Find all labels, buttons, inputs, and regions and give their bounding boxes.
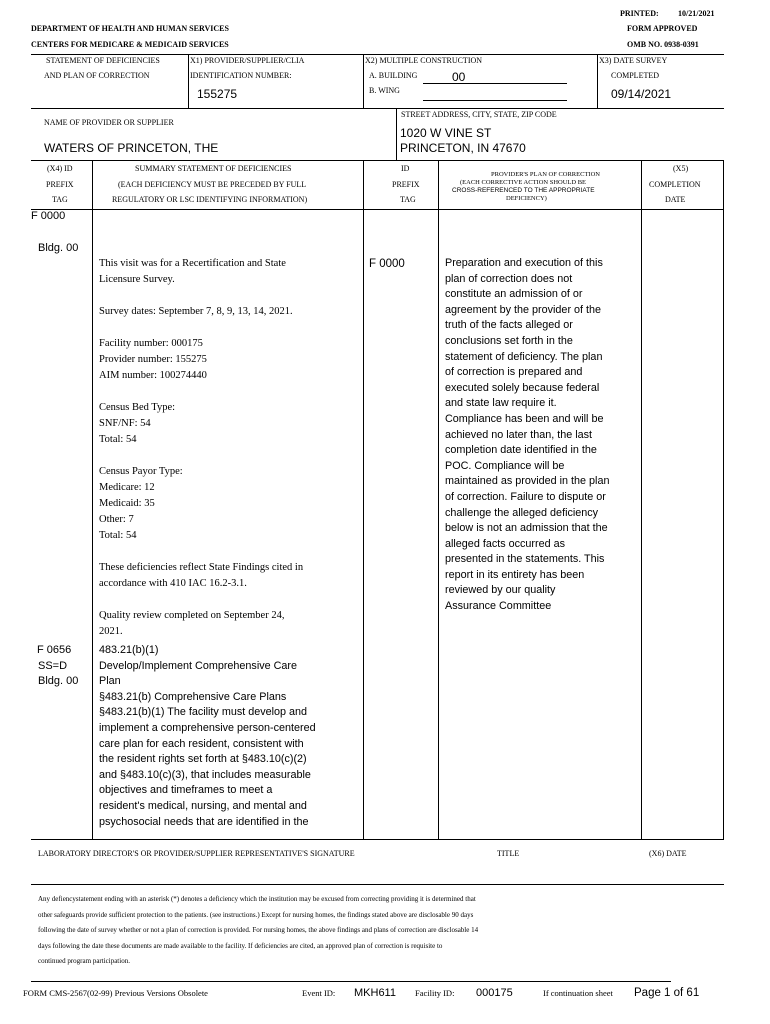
plan-line: POC. Compliance will be (445, 459, 565, 472)
plan-line: Preparation and execution of this (445, 257, 603, 269)
summary-line: Medicare: 12 (99, 482, 155, 493)
summary-line: accordance with 410 IAC 16.2-3.1. (99, 578, 247, 589)
summary-line: Medicaid: 35 (99, 498, 155, 509)
f0656-line: and §483.10(c)(3), that includes measurable (99, 768, 311, 781)
statement-label-2: AND PLAN OF CORRECTION (44, 71, 150, 80)
plan-line: of correction. Failure to dispute or (445, 490, 606, 503)
notice-line: other safeguards provide sufficient protection to the patients. (see instructions.) Except for nursing homes, the findings stated above are disclosable 90 days (38, 910, 474, 919)
x4-header-2: PREFIX (46, 180, 74, 189)
plan-line: reviewed by our quality (445, 584, 556, 597)
plan-line: Assurance Committee (445, 600, 552, 613)
plan-line: report in its entirety has been (445, 568, 585, 581)
address-line-1: 1020 W VINE ST (400, 126, 492, 140)
date-label: (X6) DATE (649, 849, 687, 858)
x5-header-1: (X5) (673, 164, 689, 173)
plan-line: alleged facts occurred as (445, 537, 566, 550)
plan-line: maintained as provided in the plan (445, 475, 610, 488)
left-bldg-2: Bldg. 00 (38, 675, 79, 688)
f0656-line: objectives and timeframes to meet a (99, 784, 273, 797)
plan-of-correction-f0000 (445, 256, 609, 615)
facility-id-value: 000175 (476, 987, 513, 999)
f0656-line: care plan for each resident, consistent with (99, 737, 304, 750)
form-number: FORM CMS-2567(02-99) Previous Versions Obsolete (23, 988, 208, 998)
plan-line: agreement by the provider of the (445, 303, 602, 316)
provider-id-value: 155275 (197, 87, 238, 101)
building-value: 00 (452, 70, 466, 84)
printed-label: PRINTED: (620, 9, 659, 18)
summary-line: AIM number: 100274440 (99, 370, 207, 381)
plan-line: of correction is prepared and (445, 366, 583, 379)
id-header-1: ID (401, 164, 410, 173)
summary-header-1: SUMMARY STATEMENT OF DEFICIENCIES (135, 164, 292, 173)
summary-line: Provider number: 155275 (99, 354, 207, 365)
plan-line: Compliance has been and will be (445, 412, 604, 425)
wing-label: B. WING (369, 86, 400, 95)
x4-header-1: (X4) ID (47, 164, 73, 173)
summary-line: Facility number: 000175 (99, 338, 203, 349)
f0656-line: 483.21(b)(1) (99, 644, 159, 656)
f0656-line: Plan (99, 675, 121, 688)
plan-line: below is not an admission that the (445, 522, 608, 535)
id-header-2: PREFIX (392, 180, 420, 189)
plan-header-3: CROSS-REFERENCED TO THE APPROPRIATE (452, 187, 595, 194)
form-approved: FORM APPROVED (627, 24, 698, 33)
plan-header-1: PROVIDER'S PLAN OF CORRECTION (491, 171, 600, 178)
left-tag-f0656: F 0656 (37, 644, 72, 656)
x1-label-1: X1) PROVIDER/SUPPLIER/CLIA (190, 56, 305, 65)
plan-line: statement of deficiency. The plan (445, 350, 603, 363)
plan-line: executed solely because federal (445, 381, 600, 394)
x5-header-3: DATE (665, 195, 686, 204)
title-label: TITLE (497, 849, 520, 858)
f0656-line: the resident rights set forth at §483.10(c)(2) (99, 753, 307, 766)
continuation-label: If continuation sheet (543, 988, 613, 998)
notice-line: days following the date these documents are made available to the facility. If deficiencies are cited, an approved plan of correction is requisite to (38, 941, 443, 950)
plan-line: plan of correction does not (445, 272, 573, 285)
x5-header-2: COMPLETION (649, 180, 701, 189)
event-id-label: Event ID: (302, 988, 336, 998)
plan-line: achieved no later than, the last (445, 428, 593, 441)
plan-header-2: (EACH CORRECTIVE ACTION SHOULD BE (460, 179, 587, 186)
department-name: DEPARTMENT OF HEALTH AND HUMAN SERVICES (31, 24, 229, 33)
notice-line: following the date of survey whether or not a plan of correction is provided. For nursing homes, the above findings and plans of correction are disclosable 14 (38, 926, 479, 934)
facility-id-label: Facility ID: (415, 988, 455, 998)
x1-label-2: IDENTIFICATION NUMBER: (190, 71, 292, 80)
id-header-3: TAG (400, 195, 416, 204)
provider-name-value: WATERS OF PRINCETON, THE (44, 141, 219, 155)
summary-line: Total: 54 (99, 530, 137, 541)
survey-date-value: 09/14/2021 (611, 87, 672, 101)
scope-severity: SS=D (38, 659, 68, 672)
x3-label-2: COMPLETED (611, 71, 659, 80)
x3-label-1: X3) DATE SURVEY (599, 56, 668, 65)
f0656-line: §483.21(b) Comprehensive Care Plans (99, 690, 287, 703)
plan-line: challenge the alleged deficiency (445, 506, 599, 519)
summary-line: Licensure Survey. (99, 274, 175, 285)
f0656-line: §483.21(b)(1) The facility must develop and (99, 706, 308, 719)
summary-line: Survey dates: September 7, 8, 9, 13, 14, 2021. (99, 306, 293, 317)
centers-name: CENTERS FOR MEDICARE & MEDICAID SERVICES (31, 40, 229, 49)
plan-line: conclusions set forth in the (445, 334, 573, 347)
summary-line: Quality review completed on September 24, (99, 610, 285, 621)
summary-line: These deficiencies reflect State Findings cited in (99, 562, 304, 573)
summary-header-3: REGULATORY OR LSC IDENTIFYING INFORMATION) (112, 195, 308, 204)
signature-label: LABORATORY DIRECTOR'S OR PROVIDER/SUPPLIER REPRESENTATIVE'S SIGNATURE (38, 849, 355, 858)
address-label: STREET ADDRESS, CITY, STATE, ZIP CODE (401, 110, 557, 119)
plan-line: presented in the statements. This (445, 553, 605, 566)
x4-header-3: TAG (52, 195, 68, 204)
address-line-2: PRINCETON, IN 47670 (400, 141, 526, 155)
summary-line: 2021. (99, 626, 123, 637)
plan-line: and state law require it. (445, 397, 557, 410)
f0656-line: psychosocial needs that are identified in the (99, 815, 309, 828)
f0656-line: Develop/Implement Comprehensive Care (99, 659, 298, 672)
left-tag-block-f0656 (37, 643, 78, 690)
omb-number: OMB NO. 0938-0391 (627, 40, 699, 49)
f0656-line: implement a comprehensive person-centered (99, 721, 316, 734)
right-tag-f0000: F 0000 (369, 258, 405, 270)
summary-line: Census Bed Type: (99, 402, 176, 413)
provider-name-label: NAME OF PROVIDER OR SUPPLIER (44, 118, 174, 127)
printed-date: 10/21/2021 (678, 9, 715, 18)
summary-f0000 (99, 256, 303, 640)
summary-header-2: (EACH DEFICIENCY MUST BE PRECEDED BY FULL (118, 180, 307, 189)
plan-line: completion date identified in the (445, 444, 597, 457)
summary-f0656 (99, 643, 316, 830)
notice-line: Any defiencystatement ending with an asterisk (*) denotes a deficiency which the institution may be excused from correcting providing it is determined that (38, 895, 476, 903)
event-id-value: MKH611 (354, 987, 396, 999)
summary-line: SNF/NF: 54 (99, 418, 151, 429)
summary-line: Total: 54 (99, 434, 137, 445)
page-number: Page 1 of 61 (634, 987, 700, 999)
building-label: A. BUILDING (369, 71, 418, 80)
f0656-line: resident's medical, nursing, and mental and (99, 799, 307, 812)
disclosure-notice (38, 892, 478, 970)
left-bldg-1: Bldg. 00 (38, 242, 79, 254)
statement-label-1: STATEMENT OF DEFICIENCIES (46, 56, 160, 65)
summary-line: Other: 7 (99, 514, 134, 525)
summary-line: Census Payor Type: (99, 466, 183, 477)
plan-line: constitute an admission of or (445, 288, 583, 301)
plan-header-4: DEFICIENCY) (506, 195, 547, 202)
x2-label: X2) MULTIPLE CONSTRUCTION (365, 56, 483, 65)
plan-line: truth of the facts alleged or (445, 319, 573, 332)
left-tag-f0000: F 0000 (31, 210, 66, 222)
summary-line: This visit was for a Recertification and State (99, 258, 286, 269)
notice-line: continued program participation. (38, 957, 130, 965)
